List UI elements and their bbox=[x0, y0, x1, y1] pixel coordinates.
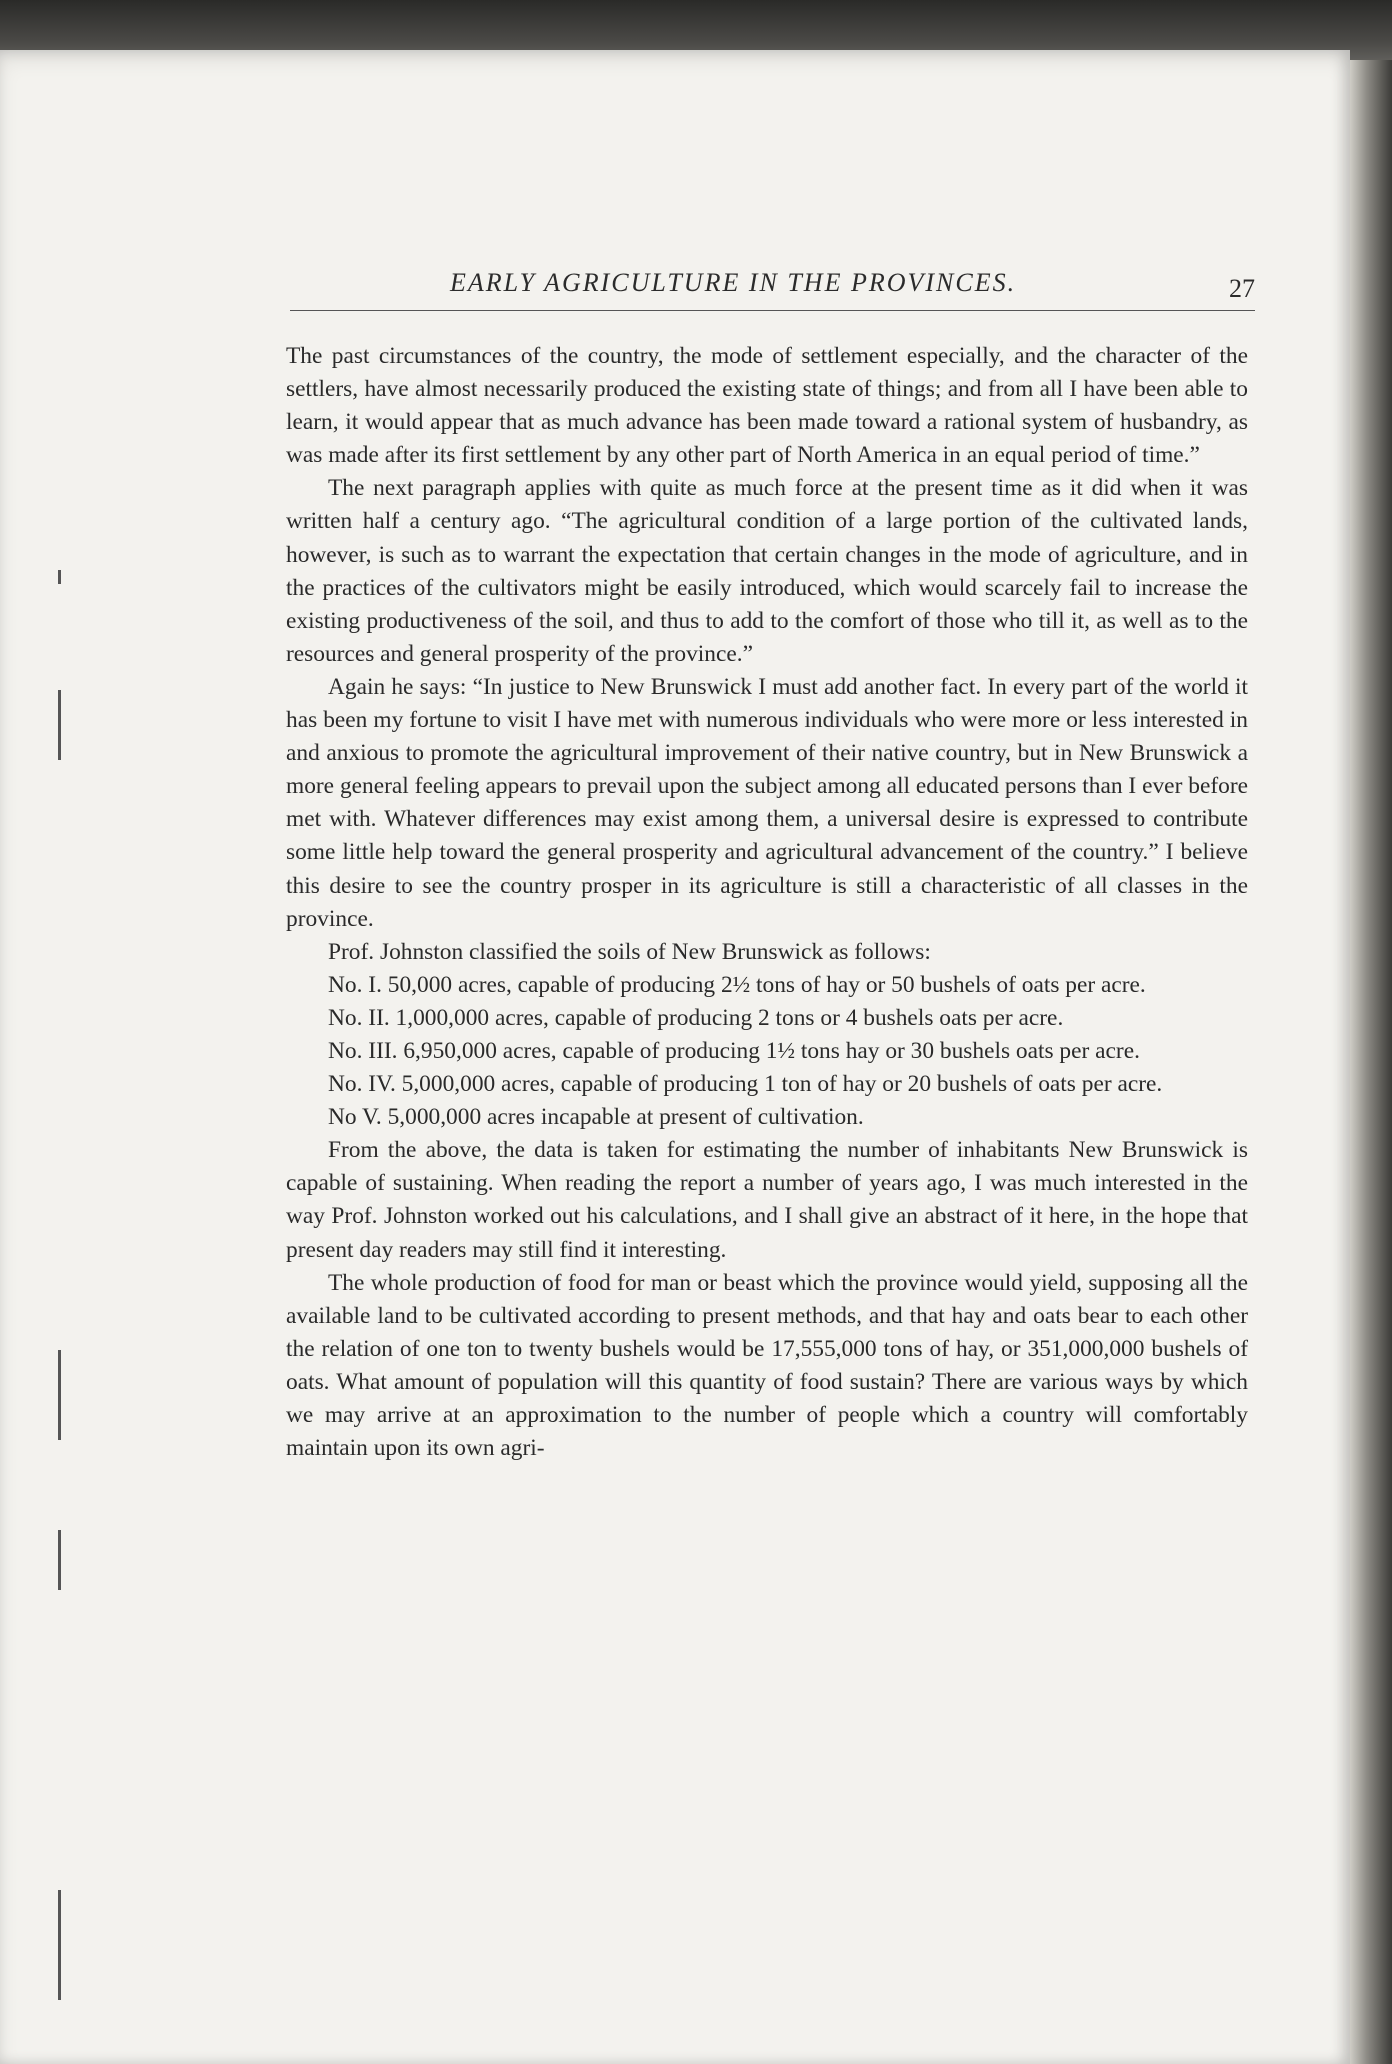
paragraph: Prof. Johnston classified the soils of New Brunswick as follows: bbox=[328, 938, 931, 965]
body-text bbox=[286, 340, 1248, 1465]
page-header bbox=[290, 232, 1255, 303]
gutter-mark bbox=[58, 1530, 61, 1590]
soil-class-item: No. IV. 5,000,000 acres, capable of producing 1 ton of hay or 20 bushels of oats per acre. bbox=[328, 1071, 1163, 1098]
gutter-mark bbox=[58, 1350, 61, 1440]
paragraph: From the above, the data is taken for estimating the number of inhabitants New Brunswick is capable of sustaining. When reading the report a number of years ago, I was much interested in the way Prof. Johnston worked out his calculations, and I shall give an abstract of it here, in the hope that present day readers may still find it interesting. bbox=[286, 1137, 1248, 1263]
gutter-mark bbox=[58, 690, 61, 760]
soil-class-item: No V. 5,000,000 acres incapable at present of cultivation. bbox=[328, 1104, 864, 1131]
paragraph: The whole production of food for man or beast which the province would yield, supposing all the available land to be cultivated according to present methods, and that hay and oats bear to each other the relation of one ton to twenty bushels would be 17,555,000 tons of hay, or 351,000,000 bushels of oats. What amount of population will this quantity of food sustain? There are various ways by which we may arrive at an approximation to the number of people which a country will comfortably maintain upon its own agri- bbox=[286, 1269, 1248, 1462]
gutter-marks bbox=[40, 50, 80, 2064]
gutter-mark bbox=[58, 1890, 61, 2000]
paragraph: The past circumstances of the country, the mode of settlement especially, and the character of the settlers, have almost necessarily produced the existing state of things; and from all I have been able to learn, it would appear that as much advance has been made toward a rational system of husbandry, as was made after its first settlement by any other part of North America in an equal period of time.” bbox=[286, 343, 1248, 469]
soil-class-item: No. III. 6,950,000 acres, capable of producing 1½ tons hay or 30 bushels oats per acre. bbox=[328, 1037, 1140, 1064]
running-title: EARLY AGRICULTURE IN THE PROVINCES. bbox=[450, 268, 1017, 297]
gutter-mark bbox=[58, 570, 61, 584]
header-rule bbox=[290, 310, 1255, 311]
soil-class-item: No. II. 1,000,000 acres, capable of producing 2 tons or 4 bushels oats per acre. bbox=[328, 1004, 1064, 1031]
page-number: 27 bbox=[1229, 274, 1255, 303]
paragraph: Again he says: “In justice to New Brunswick I must add another fact. In every part of the world it has been my fortune to visit I have met with numerous individuals who were more or less interested in and anxious to promote the agricultural improvement of their native country, but in New Brunswick a more general feeling appears to prevail upon the subject among all educated persons than I ever before met with. Whatever differences may exist among them, a universal desire is expressed to contribute some little help toward the general prosperity and agricultural advancement of the country.” I believe this desire to see the country prosper in its agriculture is still a characteristic of all classes in the province. bbox=[286, 673, 1248, 932]
page-edge bbox=[1350, 60, 1392, 2064]
soil-class-item: No. I. 50,000 acres, capable of producing 2½ tons of hay or 50 bushels of oats per acre. bbox=[328, 971, 1146, 998]
paragraph: The next paragraph applies with quite as much force at the present time as it did when it was written half a century ago. “The agricultural condition of a large portion of the cultivated lands, however, is such as to warrant the expectation that certain changes in the mode of agriculture, and in the practices of the cultivators might be easily introduced, which would scarcely fail to increase the existing productiveness of the soil, and thus to add to the comfort of those who till it, as well as to the resources and general prosperity of the province.” bbox=[286, 475, 1248, 667]
